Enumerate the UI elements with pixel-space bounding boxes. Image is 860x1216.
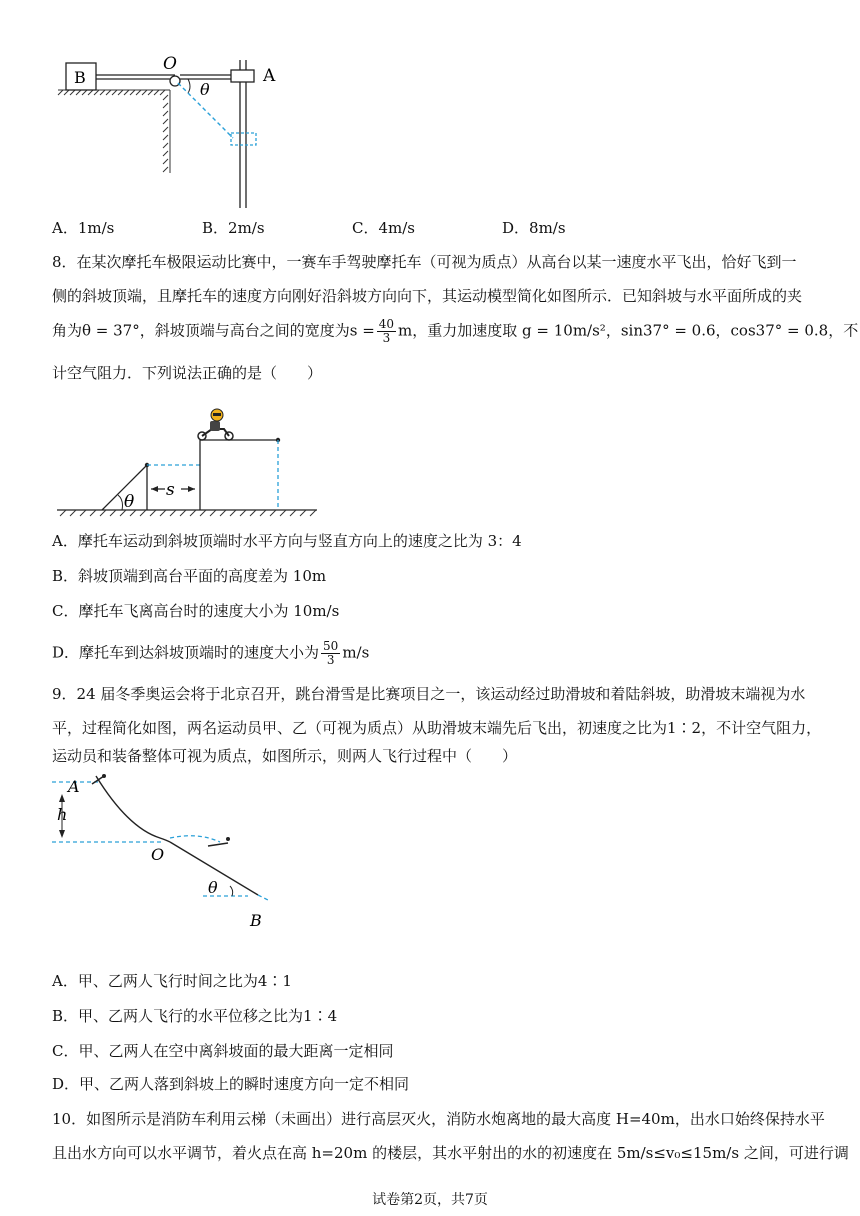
opt-d-den: 3 <box>326 653 335 667</box>
q9-stem-line-1: 9．24 届冬季奥运会将于北京召开，跳台滑雪是比赛项目之一，该运动经过助滑坡和着陆斜坡，助滑坡末端视为水 <box>52 685 806 703</box>
q10-stem-line-2: 且出水方向可以水平调节，着火点在高 h=20m 的楼层，其水平射出的水的初速度在 5m/s≤v₀≤15m/s 之间，可进行调 <box>52 1144 849 1162</box>
frac-den: 3 <box>382 331 391 345</box>
figure-ski-jump <box>48 770 278 930</box>
q7-option-a: A．1m/s <box>52 219 115 237</box>
q9-stem-line-3: 运动员和装备整体可视为质点，如图所示，则两人飞行过程中（ ） <box>52 747 518 765</box>
q8-option-d-unit: m/s <box>342 643 370 662</box>
q8-option-a: A．摩托车运动到斜坡顶端时水平方向与竖直方向上的速度之比为 3：4 <box>52 532 522 550</box>
s-fraction <box>377 318 396 345</box>
label-b: B <box>74 68 86 87</box>
speed-fraction <box>321 640 340 667</box>
q9-stem-line-2: 平，过程简化如图，两名运动员甲、乙（可视为质点）从助滑坡末端先后飞出，初速度之比为1∶2，不计空气阻力， <box>52 719 822 737</box>
ski-label-o: O <box>151 845 165 864</box>
label-a: A <box>263 66 276 86</box>
figure-motorcycle-ramp <box>52 400 322 522</box>
q7-option-d: D．8m/s <box>502 219 566 237</box>
q8-stem-line-2: 侧的斜坡顶端，且摩托车的速度方向刚好沿斜坡方向向下，其运动模型简化如图所示．已知斜坡与水平面所成的夹 <box>52 287 803 305</box>
q7-option-b: B．2m/s <box>202 219 265 237</box>
opt-d-num: 50 <box>323 639 339 653</box>
ski-label-h: h <box>57 805 68 824</box>
motorcycle-icon <box>198 409 233 440</box>
q8-option-d <box>52 640 812 667</box>
q8-option-d-text: D．摩托车到达斜坡顶端时的速度大小为 <box>52 643 320 662</box>
label-o: O <box>163 55 177 74</box>
skier-icon-top <box>92 774 106 784</box>
ramp-theta: θ <box>124 492 135 512</box>
ski-label-a: A <box>68 777 80 796</box>
q8-stem-line-3a: 角为θ = 37°，斜坡顶端与高台之间的宽度为s = <box>52 321 375 340</box>
label-theta: θ <box>200 80 210 99</box>
q7-option-c: C．4m/s <box>352 219 415 237</box>
q9-option-a: A．甲、乙两人飞行时间之比为4∶1 <box>52 972 292 990</box>
q8-option-b: B．斜坡顶端到高台平面的高度差为 10m <box>52 567 327 585</box>
width-s: s <box>166 480 175 500</box>
figure-pulley-rod <box>50 55 280 215</box>
page-footer: 试卷第2页，共7页 <box>372 1192 488 1208</box>
ski-label-theta: θ <box>208 878 218 897</box>
ski-label-b: B <box>250 911 262 930</box>
q9-option-b: B．甲、乙两人飞行的水平位移之比为1∶4 <box>52 1007 338 1025</box>
q8-option-c: C．摩托车飞离高台时的速度大小为 10m/s <box>52 602 340 620</box>
q8-stem-line-3 <box>52 317 859 345</box>
q8-stem-line-3b: m，重力加速度取 g = 10m/s²，sin37° = 0.6，cos37° = 0.8，不 <box>398 321 859 340</box>
q10-stem-line-1: 10．如图所示是消防车利用云梯（未画出）进行高层灭火，消防水炮离地的最大高度 H=40m，出水口始终保持水平 <box>52 1110 825 1128</box>
q9-option-c: C．甲、乙两人在空中离斜坡面的最大距离一定相同 <box>52 1042 394 1060</box>
q9-option-d: D．甲、乙两人落到斜坡上的瞬时速度方向一定不相同 <box>52 1075 410 1093</box>
frac-num: 40 <box>378 317 395 331</box>
q8-stem-line-4: 计空气阻力．下列说法正确的是（ ） <box>52 364 323 382</box>
q8-stem-line-1: 8．在某次摩托车极限运动比赛中，一赛车手驾驶摩托车（可视为质点）从高台以某一速度水平飞出，恰好飞到一 <box>52 253 797 271</box>
